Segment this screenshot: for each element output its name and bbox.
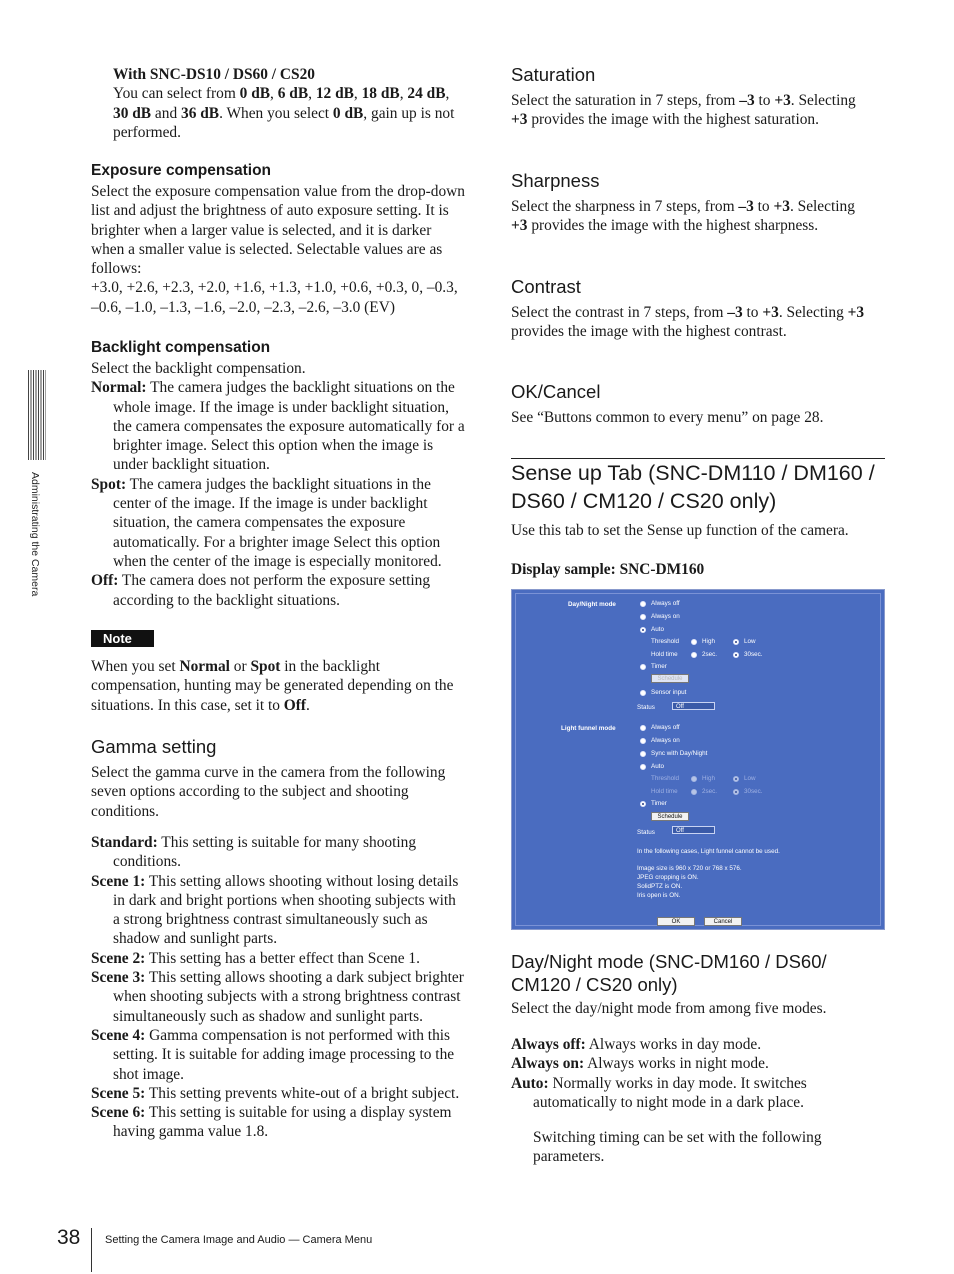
opt-always-off: Always off bbox=[651, 600, 680, 607]
dn-item-auto: Auto: Normally works in day mode. It switches automatically to night mode in a dark place. bbox=[511, 1074, 807, 1111]
dn-item-always-off: Always off: Always works in day mode. bbox=[511, 1036, 762, 1053]
radio-lf-auto[interactable] bbox=[640, 764, 646, 770]
lf-schedule-button[interactable]: Schedule bbox=[651, 812, 689, 821]
radio-low[interactable] bbox=[733, 639, 739, 645]
backlight-heading: Backlight compensation bbox=[91, 339, 271, 356]
daynight-heading: Day/Night mode (SNC-DM160 / DS60/ CM120 / CS20 only) bbox=[511, 951, 827, 995]
opt-timer: Timer bbox=[651, 663, 667, 670]
exposure-block bbox=[91, 182, 465, 317]
radio-timer[interactable] bbox=[640, 664, 646, 670]
model-title: With SNC-DS10 / DS60 / CS20 bbox=[113, 66, 315, 83]
lf-warning-line1: Image size is 960 x 720 or 768 x 576. bbox=[637, 865, 742, 872]
gamma-heading: Gamma setting bbox=[91, 736, 217, 757]
lf-warning-line3: SolidPTZ is ON. bbox=[637, 883, 683, 890]
gamma-intro: Select the gamma curve in the camera from the following seven options according to the subject and shooting conditions. bbox=[91, 764, 446, 820]
opt-lf-timer: Timer bbox=[651, 800, 667, 807]
radio-lf-timer[interactable] bbox=[640, 801, 646, 807]
opt-lf-always-off: Always off bbox=[651, 724, 680, 731]
status-field: Off bbox=[672, 702, 715, 710]
opt-30sec: 30sec. bbox=[744, 651, 763, 658]
display-sample-label: Display sample: SNC-DM160 bbox=[511, 561, 705, 578]
backlight-item-off: Off: The camera does not perform the exposure setting according to the backlight situations. bbox=[91, 572, 431, 609]
backlight-item-normal: Normal: The camera judges the backlight situations on the whole image. If the image is under backlight situation, the camera compensates the exposure automatically for a brighter image. Select this option when the image is under backlight situation. bbox=[91, 379, 465, 474]
radio-lf-always-off[interactable] bbox=[640, 725, 646, 731]
daynight-intro: Select the day/night mode from among five modes. bbox=[511, 1000, 827, 1017]
lf-warning-msg: In the following cases, Light funnel cannot be used. bbox=[637, 848, 780, 855]
lf-status-field: Off bbox=[672, 826, 715, 834]
daynight-list bbox=[511, 1035, 851, 1112]
senseup-settings-screenshot bbox=[511, 589, 885, 930]
lf-warning-line4: Iris open is ON. bbox=[637, 892, 681, 899]
gamma-item-scene1: Scene 1: This setting allows shooting without losing details in dark and bright portions when shooting subjects with a strong brightness contrast simultaneously such as shadow and sunlight parts. bbox=[91, 872, 459, 948]
opt-high: High bbox=[702, 638, 715, 645]
lf-warning-line2: JPEG cropping is ON. bbox=[637, 874, 699, 881]
exposure-text: Select the exposure compensation value from the drop-down list and adjust the brightness of auto exposure setting. It is brighter when a larger value is selected, and it is darker when a smaller value is selected. Selectable values are as follows: bbox=[91, 183, 465, 278]
model-gain-text: You can select from 0 dB, 6 dB, 12 dB, 18 dB, 24 dB, 30 dB and 36 dB. When you select 0 dB, gain up is not performed. bbox=[113, 85, 455, 141]
dn-mode-label: Day/Night mode bbox=[568, 601, 616, 608]
page-number: 38 bbox=[57, 1226, 81, 1249]
radio-always-on[interactable] bbox=[640, 614, 646, 620]
radio-lf-always-on[interactable] bbox=[640, 738, 646, 744]
footer-divider bbox=[91, 1228, 92, 1272]
radio-lf-high[interactable] bbox=[691, 776, 697, 782]
daynight-extra: Switching timing can be set with the following parameters. bbox=[533, 1129, 822, 1166]
gamma-item-scene2: Scene 2: This setting has a better effect than Scene 1. bbox=[91, 949, 420, 967]
contrast-text: Select the contrast in 7 steps, from –3 to +3. Selecting +3 provides the image with the highest contrast. bbox=[511, 304, 865, 341]
radio-lf-sync[interactable] bbox=[640, 751, 646, 757]
exposure-heading: Exposure compensation bbox=[91, 162, 272, 179]
radio-always-off[interactable] bbox=[640, 601, 646, 607]
opt-lf-2sec: 2sec. bbox=[702, 788, 718, 795]
opt-lf-auto: Auto bbox=[651, 763, 664, 770]
opt-always-on: Always on bbox=[651, 613, 680, 620]
gamma-item-scene3: Scene 3: This setting allows shooting a dark subject brighter when shooting subjects with a strong brightness contrast simultaneously such as shadow and sunlight parts. bbox=[91, 969, 464, 1025]
okcancel-text: See “Buttons common to every menu” on page 28. bbox=[511, 409, 824, 426]
opt-lf-low: Low bbox=[744, 775, 756, 782]
section-tab-marker bbox=[28, 370, 46, 460]
hold-time-label: Hold time bbox=[651, 651, 678, 658]
gamma-item-scene6: Scene 6: This setting is suitable for using a display system having gamma value 1.8. bbox=[91, 1104, 452, 1141]
radio-auto[interactable] bbox=[640, 627, 646, 633]
status-label: Status bbox=[637, 704, 655, 711]
note-text: When you set Normal or Spot in the backlight compensation, hunting may be generated depending on the situations. In this case, set it to Off. bbox=[91, 658, 454, 714]
schedule-button[interactable]: Schedule bbox=[651, 674, 689, 683]
senseup-text: Use this tab to set the Sense up function of the camera. bbox=[511, 522, 849, 539]
radio-30sec[interactable] bbox=[733, 652, 739, 658]
threshold-label: Threshold bbox=[651, 638, 680, 645]
backlight-block bbox=[91, 359, 467, 610]
gamma-item-standard: Standard: This setting is suitable for many shooting conditions. bbox=[91, 834, 417, 871]
radio-2sec[interactable] bbox=[691, 652, 697, 658]
footer-running-title: Setting the Camera Image and Audio — Camera Menu bbox=[105, 1234, 373, 1246]
saturation-heading: Saturation bbox=[511, 64, 596, 85]
opt-lf-sync: Sync with Day/Night bbox=[651, 750, 708, 757]
sharpness-text: Select the sharpness in 7 steps, from –3 to +3. Selecting +3 provides the image with the highest sharpness. bbox=[511, 198, 855, 235]
opt-2sec: 2sec. bbox=[702, 651, 718, 658]
radio-lf-low[interactable] bbox=[733, 776, 739, 782]
side-section-label: Administrating the Camera bbox=[29, 472, 41, 597]
lf-mode-label: Light funnel mode bbox=[561, 725, 616, 732]
radio-high[interactable] bbox=[691, 639, 697, 645]
backlight-intro: Select the backlight compensation. bbox=[91, 360, 306, 377]
model-gain-block bbox=[113, 65, 468, 142]
lf-threshold-label: Threshold bbox=[651, 775, 680, 782]
senseup-heading: Sense up Tab (SNC-DM110 / DM160 / DS60 / CM120 / CS20 only) bbox=[511, 461, 875, 513]
opt-lf-always-on: Always on bbox=[651, 737, 680, 744]
opt-low: Low bbox=[744, 638, 756, 645]
opt-sensor-input: Sensor input bbox=[651, 689, 687, 696]
okcancel-heading: OK/Cancel bbox=[511, 381, 601, 402]
gamma-list bbox=[91, 833, 465, 1142]
gamma-item-scene4: Scene 4: Gamma compensation is not performed with this setting. It is suitable for adding image processing to the shot image. bbox=[91, 1026, 455, 1083]
gamma-item-scene5: Scene 5: This setting prevents white-out of a bright subject. bbox=[91, 1084, 460, 1102]
backlight-item-spot: Spot: The camera judges the backlight situations in the center of the image. If the image is under backlight situation, the camera compensates the exposure automatically. For a brighter image Select this option when the center of the image is especially monitored. bbox=[91, 475, 442, 570]
opt-auto: Auto bbox=[651, 626, 664, 633]
ok-button[interactable]: OK bbox=[657, 917, 695, 926]
radio-sensor-input[interactable] bbox=[640, 690, 646, 696]
radio-lf-30sec[interactable] bbox=[733, 789, 739, 795]
opt-lf-30sec: 30sec. bbox=[744, 788, 763, 795]
contrast-heading: Contrast bbox=[511, 276, 581, 297]
saturation-text: Select the saturation in 7 steps, from –3 to +3. Selecting +3 provides the image with the highest saturation. bbox=[511, 92, 856, 129]
opt-lf-high: High bbox=[702, 775, 715, 782]
sharpness-heading: Sharpness bbox=[511, 170, 600, 191]
note-badge: Note bbox=[91, 630, 154, 647]
cancel-button[interactable]: Cancel bbox=[704, 917, 742, 926]
lf-status-label: Status bbox=[637, 829, 655, 836]
dn-item-always-on: Always on: Always works in night mode. bbox=[511, 1055, 769, 1073]
exposure-values: +3.0, +2.6, +2.3, +2.0, +1.6, +1.3, +1.0, +0.6, +0.3, 0, –0.3, –0.6, –1.0, –1.3, –1.6, –2.0, –2.3, –2.6, –3.0 (EV) bbox=[91, 279, 458, 316]
radio-lf-2sec[interactable] bbox=[691, 789, 697, 795]
lf-hold-time-label: Hold time bbox=[651, 788, 678, 795]
